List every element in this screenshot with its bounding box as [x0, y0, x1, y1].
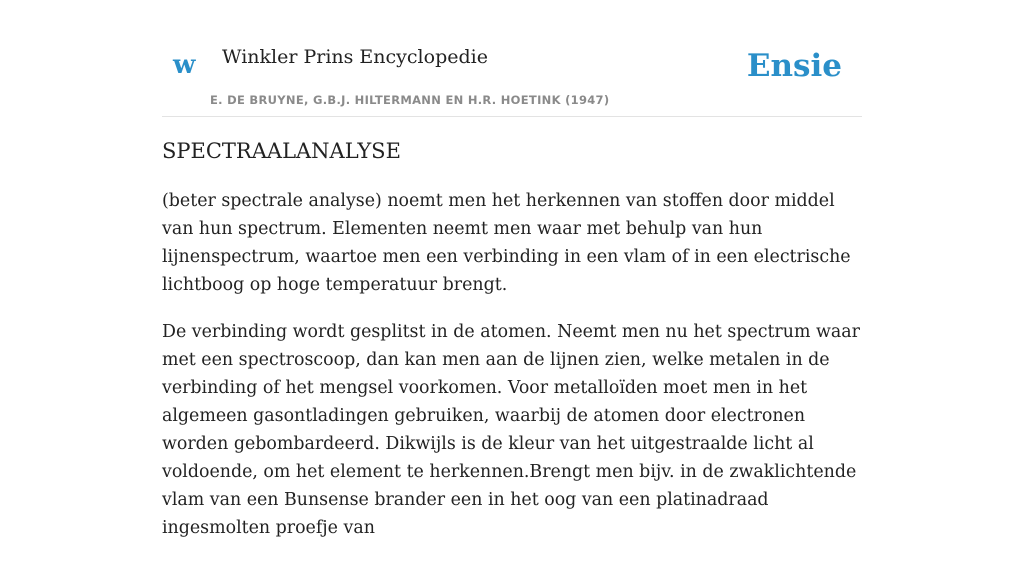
source-title[interactable]: Winkler Prins Encyclopedie: [222, 46, 488, 68]
brand-logo[interactable]: Ensie: [746, 48, 842, 84]
source-logo[interactable]: w: [173, 50, 196, 80]
article: [162, 138, 862, 561]
source-authors: E. DE BRUYNE, G.B.J. HILTERMANN EN H.R. HOETINK (1947): [210, 93, 610, 107]
article-title: SPECTRAALANALYSE: [162, 139, 401, 163]
article-paragraph: De verbinding wordt gesplitst in de atomen. Neemt men nu het spectrum waar met een spectroscoop, dan kan men aan de lijnen zien, welke metalen in de verbinding of het mengsel voorkomen. Voor metalloïden moet men in het algemeen gasontladingen gebruiken, waarbij de atomen door electronen worden gebombardeerd. Dikwijls is de kleur van het uitgestraalde licht al voldoende, om het element te herkennen.Brengt men bijv. in de zwaklichtende vlam van een Bunsense brander een in het oog van een platinadraad ingesmolten proefje van: [162, 322, 860, 539]
article-paragraph: (beter spectrale analyse) noemt men het herkennen van stoffen door middel van hun spectrum. Elementen neemt men waar met behulp van hun lijnenspectrum, waartoe men een verbinding in een vlam of in een electrische lichtboog op hoge temperatuur brengt.: [162, 191, 851, 296]
source-header: [162, 0, 862, 117]
